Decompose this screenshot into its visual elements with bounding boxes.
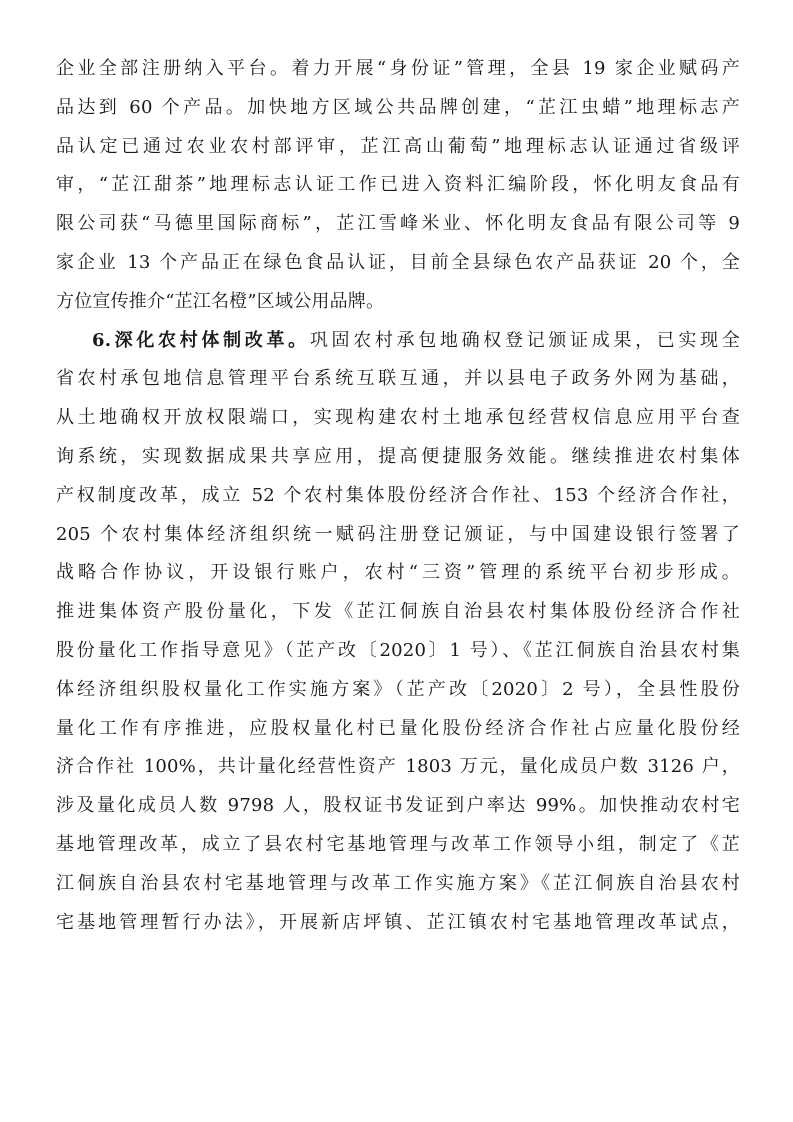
- paragraph-line: 品认定已通过农业农村部评审，芷江高山葡萄”地理标志认证通过省级评: [56, 135, 740, 157]
- paragraph-line: 从土地确权开放权限端口，实现构建农村土地承包经营权信息应用平台查: [56, 407, 740, 429]
- paragraph-line: 量化工作有序推进，应股权量化村已量化股份经济合作社占应量化股份经: [56, 717, 740, 739]
- paragraph-line: 家企业 13 个产品正在绿色食品认证，目前全县绿色农产品获证 20 个，全: [56, 251, 740, 273]
- paragraph-line: 宅基地管理暂行办法》，开展新店坪镇、芷江镇农村宅基地管理改革试点，: [56, 911, 740, 933]
- paragraph-line: 涉及量化成员人数 9798 人，股权证书发证到户率达 99%。加快推动农村宅: [56, 795, 740, 817]
- paragraph-line: 询系统，实现数据成果共享应用，提高便捷服务效能。继续推进农村集体: [56, 445, 740, 467]
- paragraph-line: 战略合作协议，开设银行账户，农村“三资”管理的系统平台初步形成。: [56, 562, 740, 584]
- paragraph-line: 产权制度改革，成立 52 个农村集体股份经济合作社、153 个经济合作社，: [56, 484, 740, 506]
- paragraph-line: 方位宣传推介“芷江名橙”区域公用品牌。: [56, 290, 385, 312]
- body-text: [56, 50, 740, 942]
- paragraph-line: 省农村承包地信息管理平台系统互联互通，并以县电子政务外网为基础，: [56, 368, 740, 390]
- paragraph-line: 济合作社 100%，共计量化经营性资产 1803 万元，量化成员户数 3126 户，: [56, 756, 740, 778]
- paragraph-line: 审，“芷江甜茶”地理标志认证工作已进入资料汇编阶段，怀化明友食品有: [56, 174, 740, 196]
- paragraph-line: 限公司获“马德里国际商标”，芷江雪峰米业、怀化明友食品有限公司等 9: [56, 213, 740, 235]
- paragraph-line: 推进集体资产股份量化，下发《芷江侗族自治县农村集体股份经济合作社: [56, 601, 740, 623]
- paragraph-line: 205 个农村集体经济组织统一赋码注册登记颁证，与中国建设银行签署了: [56, 523, 740, 545]
- paragraph-line: 股份量化工作指导意见》（芷产改〔2020〕1 号）、《芷江侗族自治县农村集: [56, 639, 740, 661]
- paragraph-line: 品达到 60 个产品。加快地方区域公共品牌创建，“芷江虫蜡”地理标志产: [56, 96, 740, 118]
- section-6-first-line: [56, 322, 740, 361]
- section-6-first-line-text: 巩固农村承包地确权登记颁证成果，已实现全: [309, 329, 740, 351]
- section-6-heading: 6.深化农村体制改革。: [92, 329, 310, 351]
- paragraph-line: 企业全部注册纳入平台。着力开展“身份证”管理，全县 19 家企业赋码产: [56, 58, 740, 79]
- paragraph-line: 体经济组织股权量化工作实施方案》（芷产改〔2020〕2 号），全县性股份: [56, 678, 740, 700]
- paragraph-line: 江侗族自治县农村宅基地管理与改革工作实施方案》《芷江侗族自治县农村: [56, 872, 740, 894]
- paragraph-line: 基地管理改革，成立了县农村宅基地管理与改革工作领导小组，制定了《芷: [56, 833, 740, 855]
